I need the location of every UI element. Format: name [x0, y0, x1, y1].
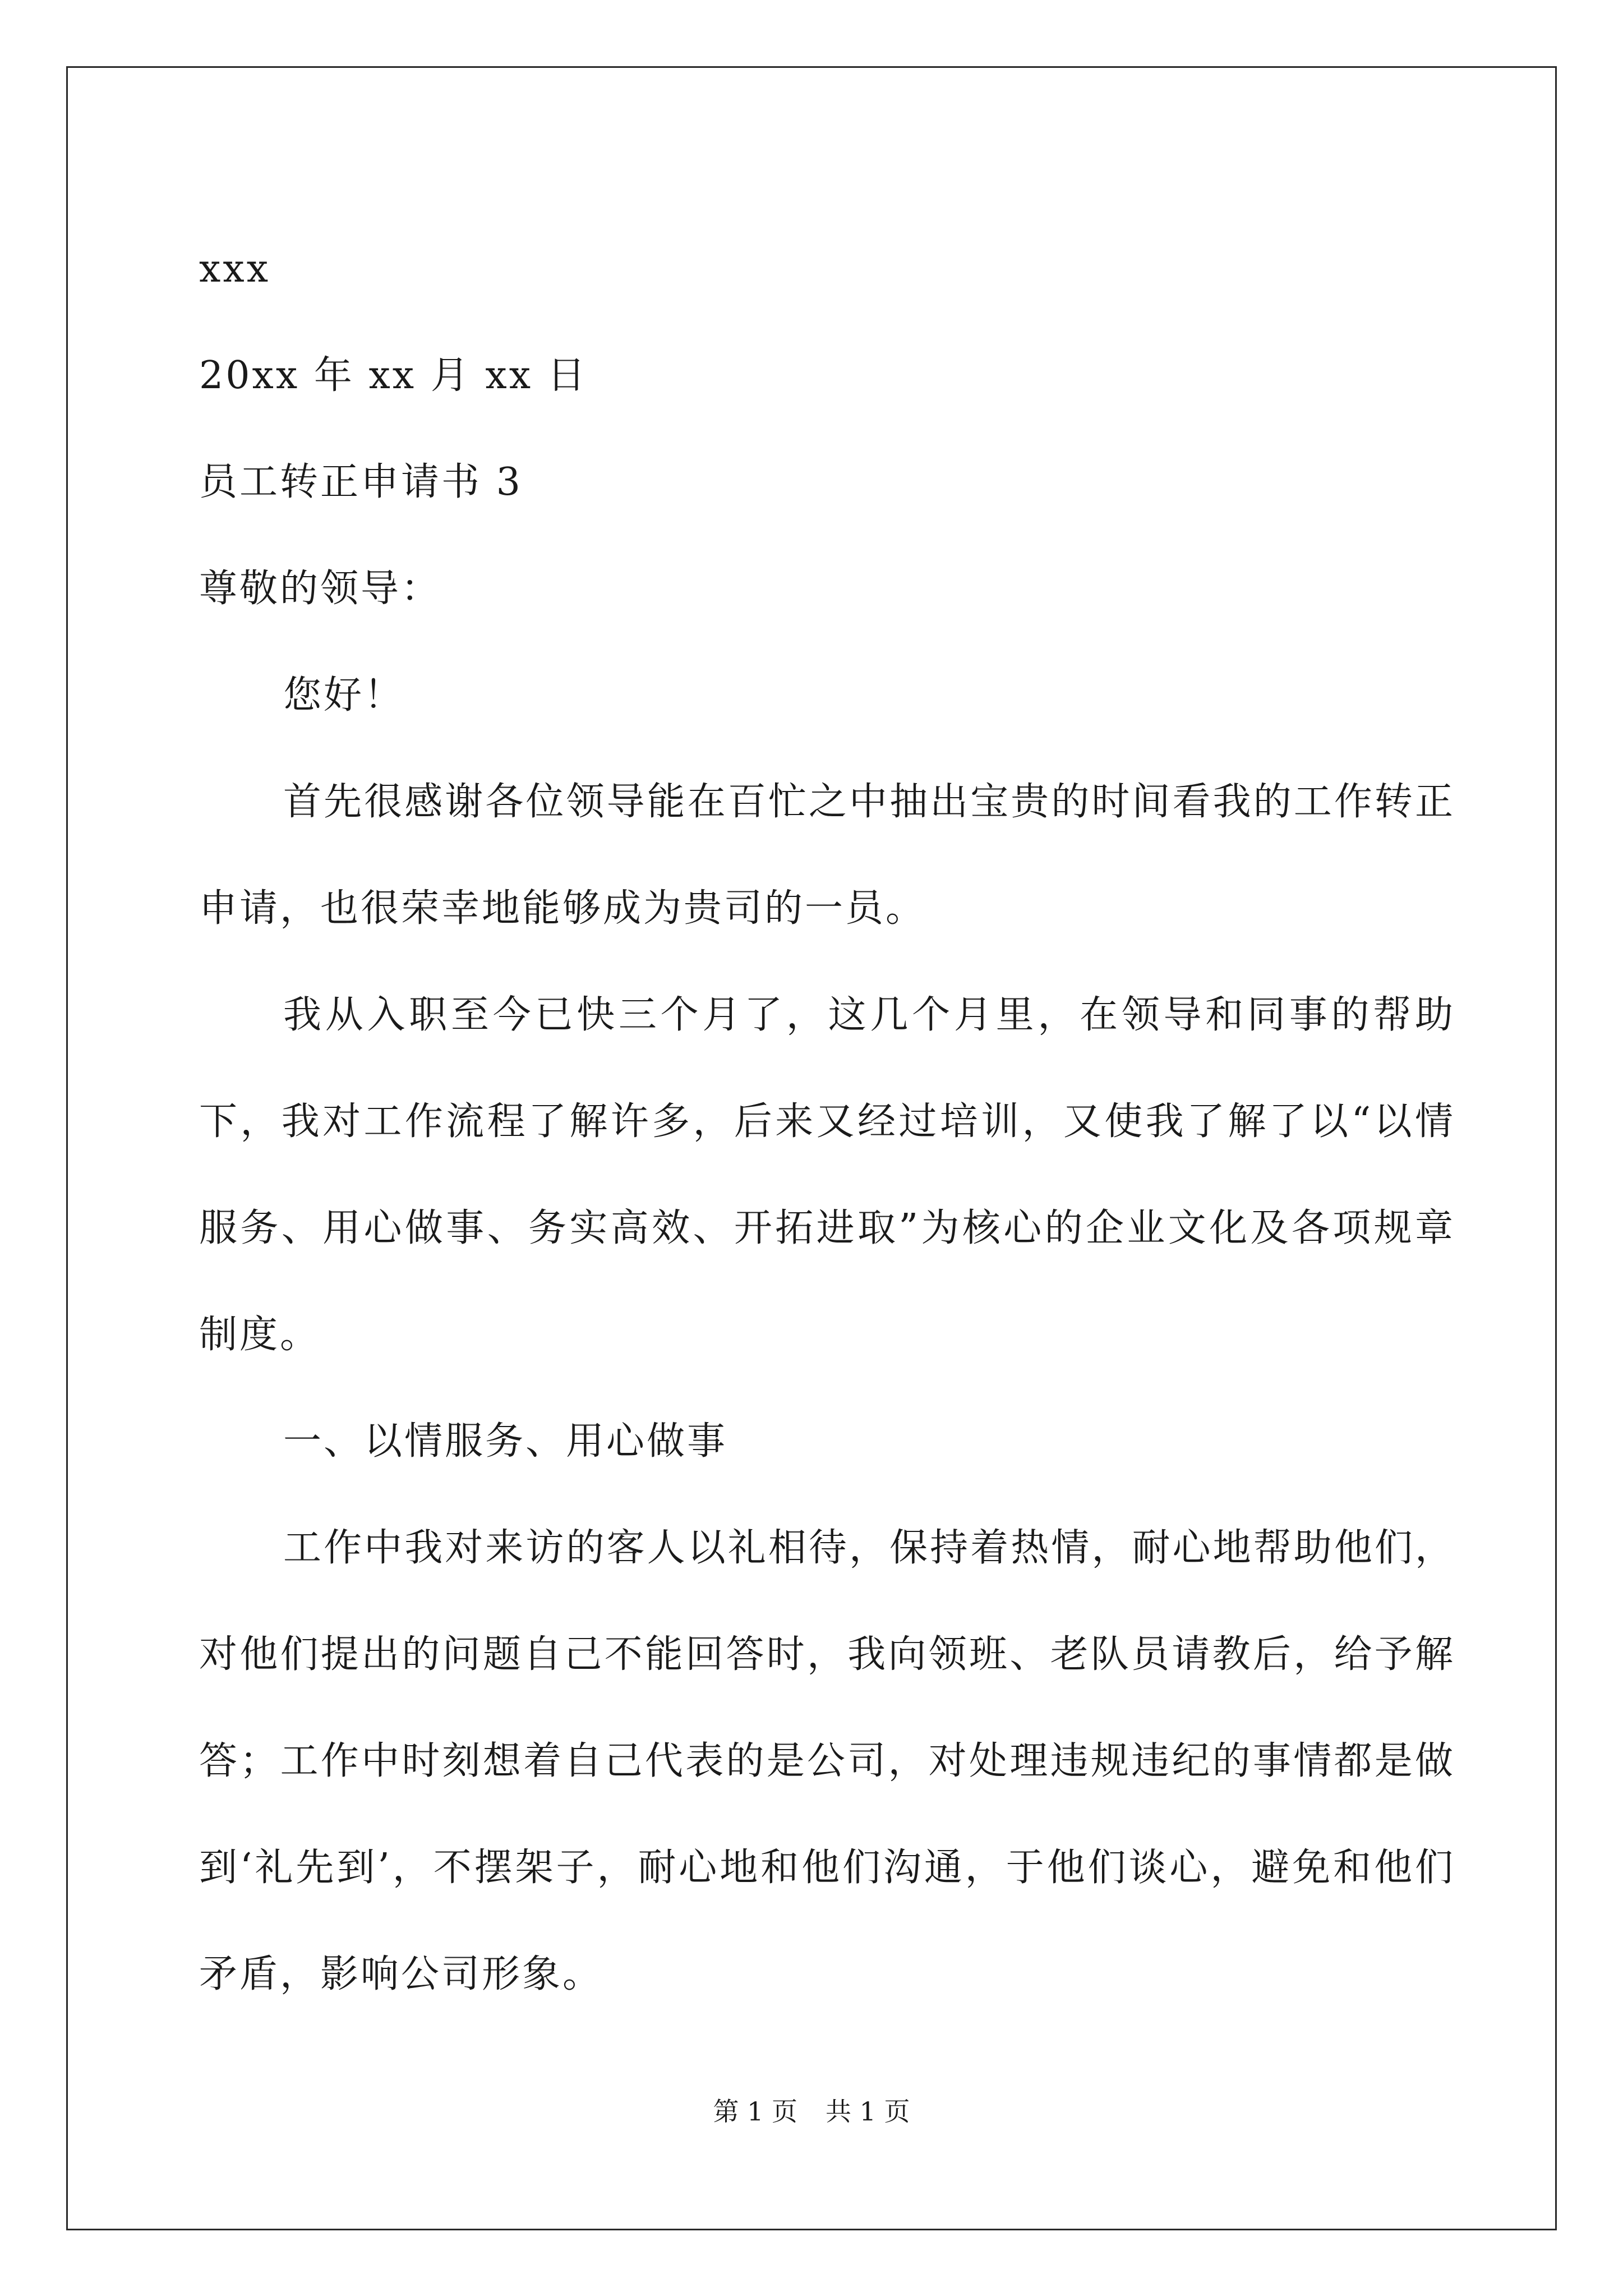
- section-heading: 一、以情服务、用心做事: [283, 1419, 728, 1464]
- greeting: 您好！: [283, 673, 405, 717]
- page-number: 第 1 页: [713, 2096, 797, 2127]
- page-footer: [0, 2091, 1623, 2128]
- document-body: [199, 216, 1455, 2028]
- section-paragraph: 工作中我对来访的客人以礼相待，保持着热情，耐心地帮助他们，对他们提出的问题自己不能回答时，我向领班、老队员请教后，给予解答；工作中时刻想着自己代表的是公司，对处理违规违纪的事情都是做到‘礼先到’，不摆架子，耐心地和他们沟通，于他们谈心，避免和他们矛盾，影响公司形象。: [199, 1526, 1455, 1996]
- document-title: 员工转正申请书 3: [199, 460, 523, 504]
- paragraph: 我从入职至今已快三个月了，这几个月里，在领导和同事的帮助下，我对工作流程了解许多，后来又经过培训，又使我了解了以“以情服务、用心做事、务实高效、开拓进取”为核心的企业文化及各项规章制度。: [199, 993, 1455, 1357]
- paragraph: 首先很感谢各位领导能在百忙之中抽出宝贵的时间看我的工作转正申请，也很荣幸地能够成为贵司的一员。: [199, 780, 1455, 931]
- page-total: 共 1 页: [826, 2096, 910, 2127]
- date: 20xx 年 xx 月 xx 日: [199, 353, 588, 398]
- salutation: 尊敬的领导：: [199, 567, 442, 611]
- signature: xxx: [199, 247, 271, 291]
